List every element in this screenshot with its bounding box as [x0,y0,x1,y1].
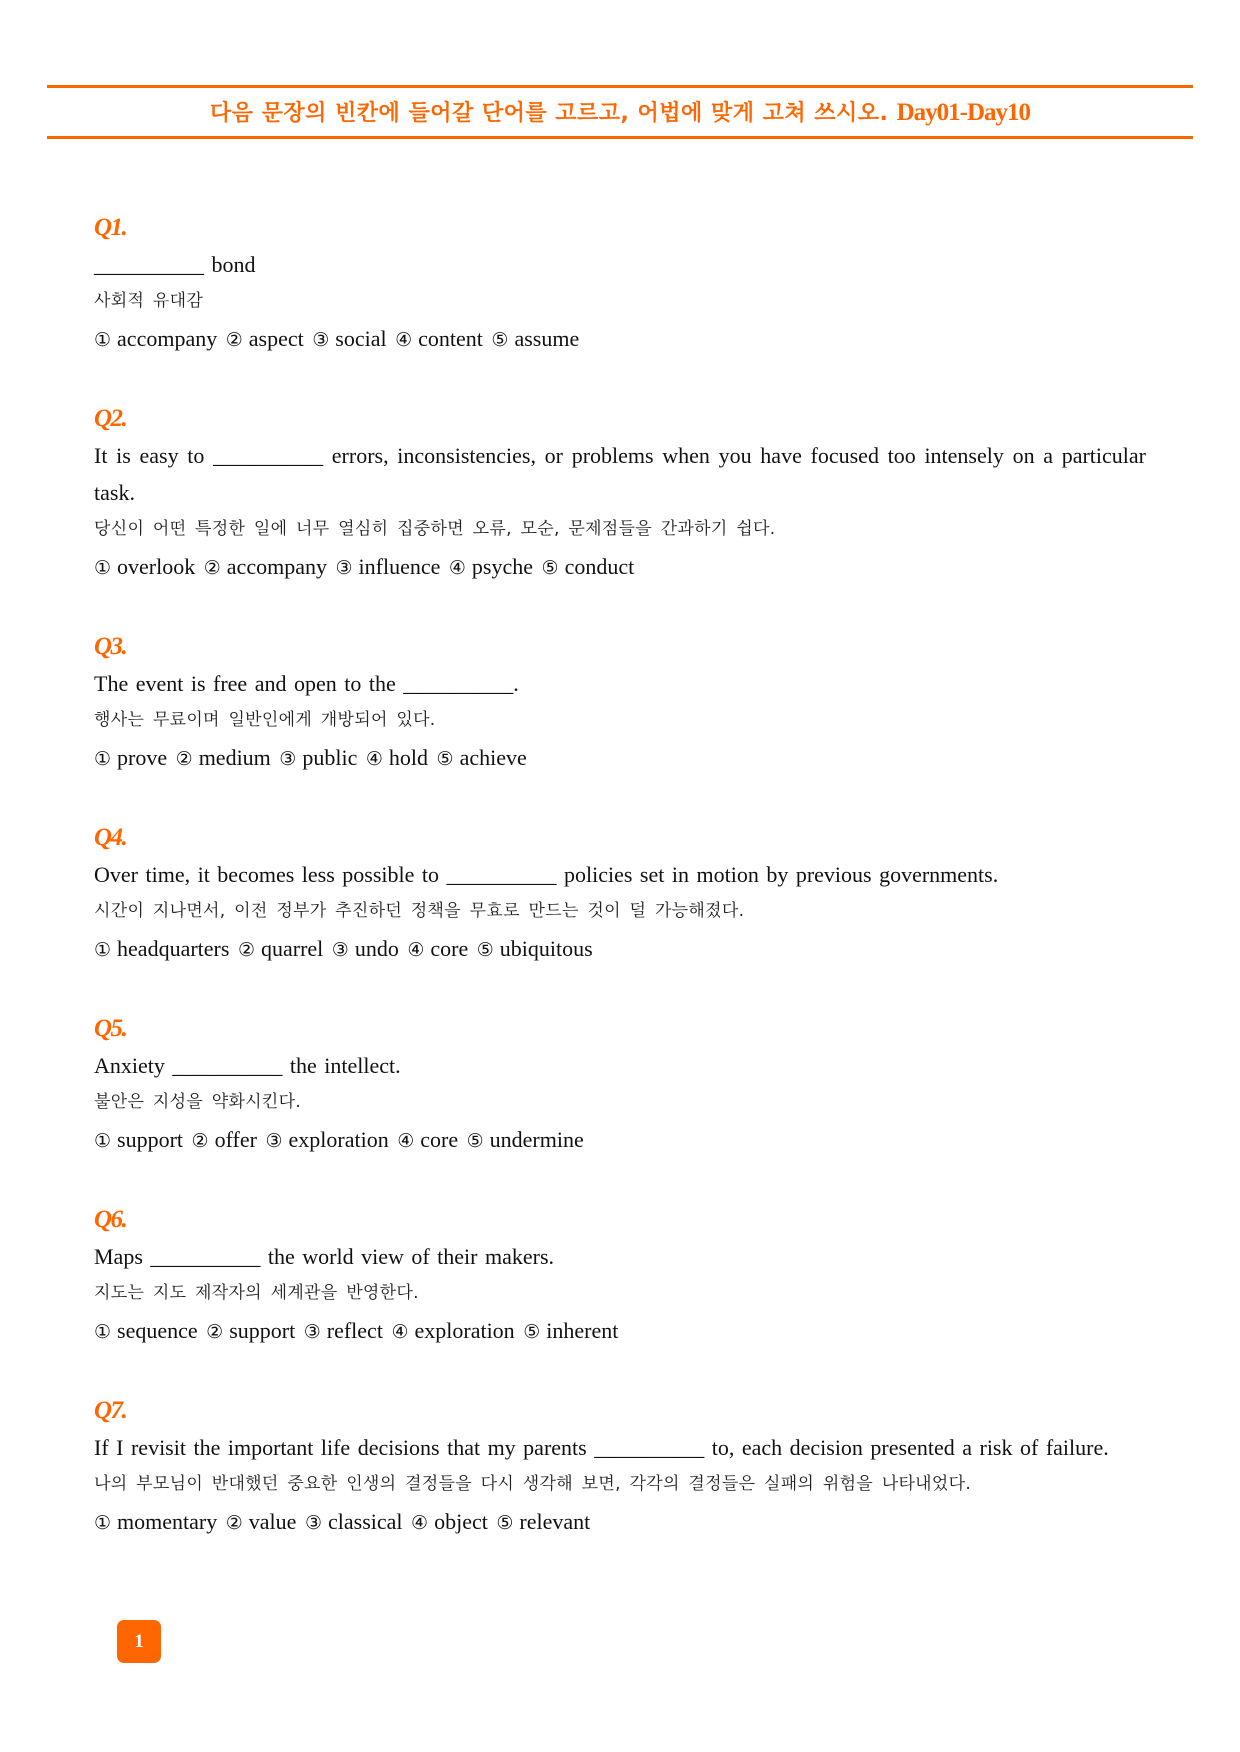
option-2: ② aspect [225,326,304,351]
page-title-instruction: 다음 문장의 빈칸에 들어갈 단어를 고르고, 어법에 맞게 고쳐 쓰시오. [209,101,889,126]
question-translation: 사회적 유대감 [94,291,204,311]
question-sentence: Anxiety __________ the intellect. [94,1053,401,1078]
option-3: ③ exploration [265,1127,389,1152]
option-1: ① prove [94,745,168,770]
answer-options [94,320,1146,359]
question-translation: 당신이 어떤 특정한 일에 너무 열심히 집중하면 오류, 모순, 문제점들을 간과하기 쉽다. [94,519,776,539]
option-5: ⑤ assume [491,326,580,351]
option-3: ③ public [279,745,358,770]
question-5 [94,1007,1146,1198]
question-4 [94,816,1146,1007]
option-4: ④ exploration [391,1318,515,1343]
question-label: Q5. [94,1015,127,1042]
question-label: Q3. [94,633,127,660]
question-2 [94,397,1146,625]
option-2: ② support [206,1318,296,1343]
question-translation: 불안은 지성을 약화시킨다. [94,1092,302,1112]
option-3: ③ classical [304,1509,403,1534]
question-label: Q7. [94,1397,127,1424]
question-1 [94,206,1146,397]
question-translation: 행사는 무료이며 일반인에게 개방되어 있다. [94,710,436,730]
question-sentence: Over time, it becomes less possible to __________ policies set in motion by previous governments. [94,862,999,887]
question-label: Q2. [94,405,127,432]
option-4: ④ core [407,936,469,961]
header-top-rule [47,85,1193,88]
header-bottom-rule [47,136,1193,139]
option-5: ⑤ undermine [466,1127,584,1152]
question-sentence: If I revisit the important life decisions that my parents __________ to, each decision presented a risk of failure. [94,1435,1109,1460]
option-4: ④ content [395,326,483,351]
question-label: Q4. [94,824,127,851]
option-2: ② offer [191,1127,257,1152]
question-7 [94,1389,1146,1542]
answer-options [94,1503,1146,1542]
question-translation: 나의 부모님이 반대했던 중요한 인생의 결정들을 다시 생각해 보면, 각각의 결정들은 실패의 위험을 나타내었다. [94,1474,972,1494]
page-number-badge: 1 [117,1620,161,1663]
option-5: ⑤ conduct [541,554,635,579]
page-title-day-range: Day01-Day10 [896,99,1031,126]
question-spacer [94,587,1146,625]
question-label: Q1. [94,214,127,241]
option-5: ⑤ relevant [496,1509,591,1534]
question-translation: 지도는 지도 제작자의 세계관을 반영한다. [94,1283,419,1303]
question-label: Q6. [94,1206,127,1233]
option-5: ⑤ achieve [436,745,527,770]
option-1: ① overlook [94,554,196,579]
question-list [94,206,1146,1542]
answer-options [94,930,1146,969]
answer-options [94,1121,1146,1160]
option-5: ⑤ inherent [523,1318,619,1343]
option-5: ⑤ ubiquitous [476,936,593,961]
option-4: ④ hold [365,745,429,770]
question-6 [94,1198,1146,1389]
question-spacer [94,969,1146,1007]
question-spacer [94,778,1146,816]
option-1: ① sequence [94,1318,198,1343]
page-title [47,96,1193,130]
question-spacer [94,1160,1146,1198]
question-3 [94,625,1146,816]
option-4: ④ core [397,1127,459,1152]
option-3: ③ influence [335,554,441,579]
option-2: ② quarrel [237,936,324,961]
option-3: ③ undo [331,936,399,961]
option-3: ③ social [312,326,387,351]
option-1: ① accompany [94,326,218,351]
option-2: ② medium [175,745,271,770]
option-4: ④ psyche [448,554,534,579]
option-2: ② value [225,1509,297,1534]
option-1: ① support [94,1127,184,1152]
option-2: ② accompany [203,554,327,579]
question-sentence: The event is free and open to the __________. [94,671,519,696]
answer-options [94,1312,1146,1351]
question-sentence: __________ bond [94,252,256,277]
option-3: ③ reflect [303,1318,383,1343]
question-spacer [94,359,1146,397]
question-spacer [94,1351,1146,1389]
option-1: ① headquarters [94,936,230,961]
option-4: ④ object [411,1509,488,1534]
question-sentence: Maps __________ the world view of their makers. [94,1244,555,1269]
question-translation: 시간이 지나면서, 이전 정부가 추진하던 정책을 무효로 만드는 것이 덜 가능해졌다. [94,901,745,921]
question-sentence: It is easy to __________ errors, inconsistencies, or problems when you have focused too intensely on a particular task. [94,443,1146,505]
answer-options [94,739,1146,778]
option-1: ① momentary [94,1509,218,1534]
answer-options [94,548,1146,587]
